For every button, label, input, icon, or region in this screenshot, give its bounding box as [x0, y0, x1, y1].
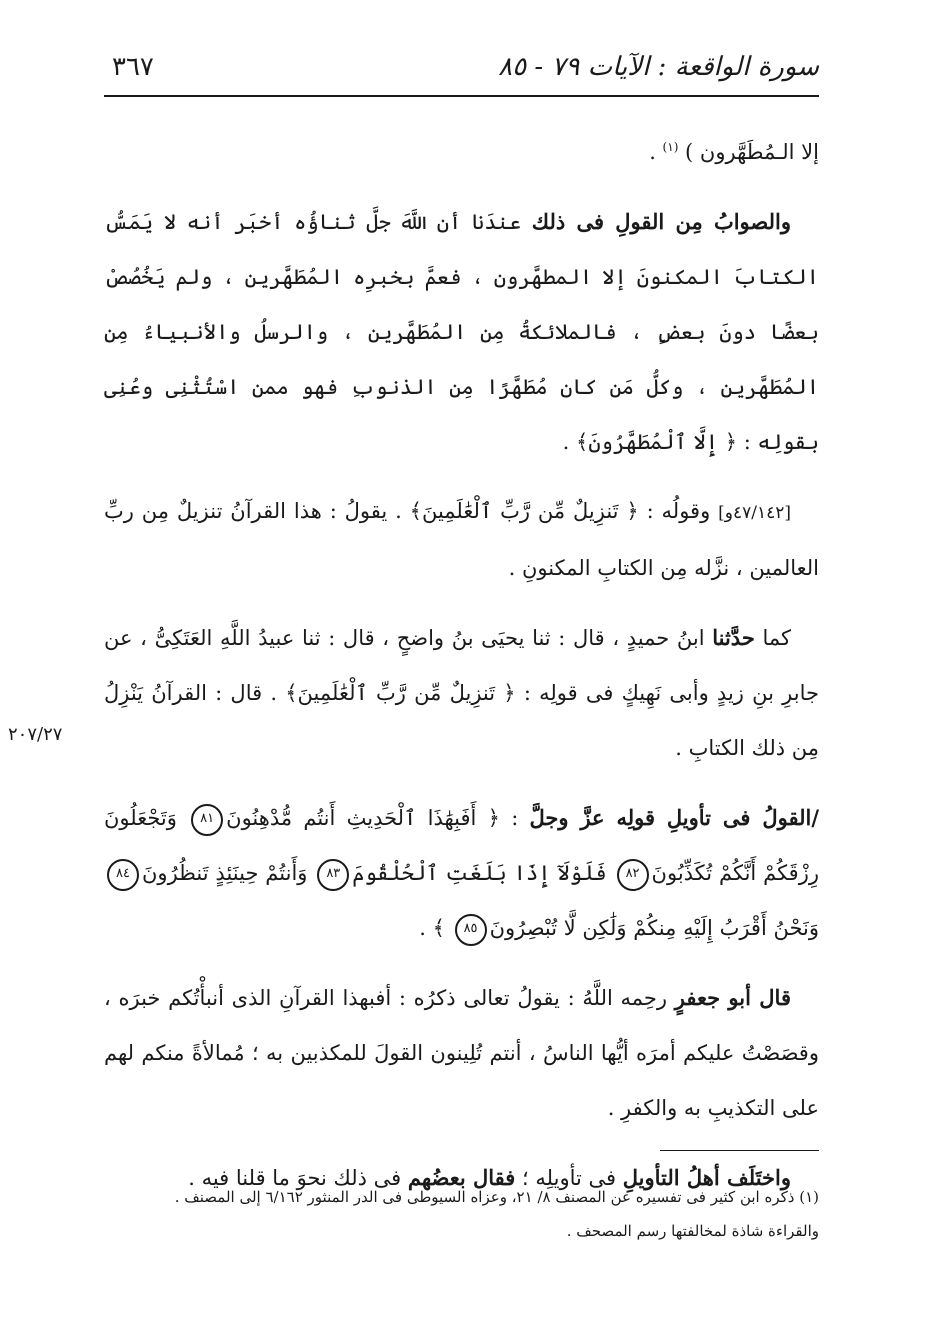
- p7-text-a: فى تأويلِه ؛: [515, 1166, 623, 1190]
- p4-text-c: . قال : القرآنُ يَنْزِلُ مِن ذلك الكتابِ .: [104, 681, 819, 760]
- paragraph-6: [104, 970, 819, 1136]
- p7-bold-2: فقال بعضُهم: [407, 1165, 516, 1190]
- footnote-1-line-2: والقراءة شاذة لمخالفتها رسم المصحف .: [566, 1222, 819, 1240]
- p2-end: .: [562, 430, 577, 454]
- main-text: [104, 120, 819, 1206]
- p6-text: رحِمه اللَّهُ : يقولُ تعالى ذكرُه : أفبهذا القرآنِ الذى أنبأْتُكم خبرَه ، وقصَصْتُ عليكم أمرَه أيُّها الناسُ ، أنتم تُلِينون القولَ للمكذبين به ؛ مُمالأةً منكم لهم على التكذيبِ به والكفرِ .: [104, 986, 819, 1120]
- footnotes: [104, 1180, 819, 1248]
- p5-quran-5: وَنَحْنُ أَقْرَبُ إِلَيْهِ مِنكُمْ وَلَٰكِن لَّا تُبْصِرُونَ: [489, 916, 819, 940]
- p2-quran: ﴿ إِلَّا ٱلْمُطَهَّرُونَ﴾: [576, 430, 738, 454]
- p6-lead: قال أبو جعفرٍ: [674, 985, 791, 1010]
- paragraph-2: [104, 194, 819, 470]
- verse-number-82: ٨٢: [617, 859, 649, 891]
- header-rule: [104, 95, 819, 97]
- manuscript-ref: [٤٧/١٤٢و]: [718, 503, 791, 523]
- p1-text: إلا الـمُطَهَّرون ): [678, 140, 819, 164]
- p5-quran-2: وَتَجْعَلُونَ رِزْقَكُمْ أَنَّكُمْ تُكَذِّبُونَ: [104, 806, 819, 885]
- footnote-rule: [660, 1150, 819, 1151]
- p1-end: .: [649, 140, 663, 164]
- verse-number-84: ٨٤: [107, 859, 139, 891]
- running-title: سورة الواقعة : الآيات ٧٩ - ٨٥: [498, 52, 819, 82]
- p4-quran: ﴿ تَنزِيلٌ مِّن رَّبِّ ٱلْعَٰلَمِينَ﴾: [285, 681, 516, 705]
- p3-text-a: وقولُه :: [638, 499, 719, 523]
- footnote-1-line-1: (١) ذكره ابن كثير فى تفسيره عن المصنف ٨/ ٢١، وعزاه السيوطى فى الدر المنثور ٦/١٦٢ إلى المصنف .: [174, 1188, 819, 1206]
- p5-quran-4: وَأَنتُمْ حِينَئِذٍ تَنظُرُونَ: [142, 861, 315, 885]
- p7-lead: واختَلَف أهلُ التأويلِ: [622, 1165, 791, 1190]
- paragraph-5: [104, 790, 819, 956]
- p2-text: عندَنا أن اللَّهَ جلَّ ثناؤُه أخبَر أنه لا يَمَسُّ الكتابَ المكنونَ إلا المطهَّرون ، فعمَّ بخبرِه المُطَهَّرين ، ولم يَخُصُصْ بعضًا دونَ بعضٍ ، فالملائكةُ مِن المُطَهَّرين ، والرسلُ والأنبياءُ مِن المُطَهَّرين ، وكلُّ مَن كان مُطَهَّرًا مِن الذنوبِ فهو ممن اسْتُثْنِى وعُنِى بقولِه :: [104, 210, 819, 454]
- paragraph-3: [104, 484, 819, 596]
- p3-text-b: . يقولُ : هذا القرآنُ تنزيلٌ مِن ربِّ العالمين ، نزَّله مِن الكتابِ المكنونِ .: [104, 499, 819, 580]
- p5-colon: :: [499, 806, 530, 830]
- p3-quran: ﴿ تَنزِيلٌ مِّن رَّبِّ ٱلْعَٰلَمِينَ﴾: [409, 499, 639, 523]
- footnote-marker: (١): [662, 140, 679, 154]
- p2-lead: والصوابُ مِن القولِ فى ذلك: [531, 209, 791, 234]
- page-header: [104, 52, 819, 92]
- verse-number-83: ٨٣: [317, 859, 349, 891]
- p4-haddathana: حدَّثنا: [712, 625, 755, 650]
- paragraph-1: [104, 120, 819, 180]
- p5-quran-3: فَلَوْلَآ إِذَا بَلَغَتِ ٱلْحُلْقُومَ: [352, 861, 614, 885]
- p7-text-b: فى ذلك نحوَ ما قلنا فيه .: [188, 1166, 408, 1190]
- p4-text-a: كما: [754, 626, 791, 650]
- p5-quran-1: ﴿ أَفَبِهَٰذَا ٱلْحَدِيثِ أَنتُم مُّدْهِنُونَ: [226, 806, 500, 830]
- p5-end: ﴾ .: [419, 916, 452, 940]
- page-number: ٣٦٧: [112, 52, 154, 82]
- paragraph-4: [104, 610, 819, 776]
- p5-slash: /: [811, 805, 819, 830]
- verse-number-81: ٨١: [191, 804, 223, 836]
- p5-lead: القولُ فى تأويلِ قولِه عزَّ وجلَّ: [529, 805, 812, 830]
- margin-reference: ٢٠٧/٢٧: [8, 724, 63, 745]
- p4-text-b: ابنُ حميدٍ ، قال : ثنا يحيَى بنُ واضحٍ ، قال : ثنا عبيدُ اللَّهِ العَتَكِىُّ ، عن جابرِ بنِ زيدٍ وأبى نَهِيكٍ فى قولِه :: [104, 626, 819, 705]
- verse-number-85: ٨٥: [455, 914, 487, 946]
